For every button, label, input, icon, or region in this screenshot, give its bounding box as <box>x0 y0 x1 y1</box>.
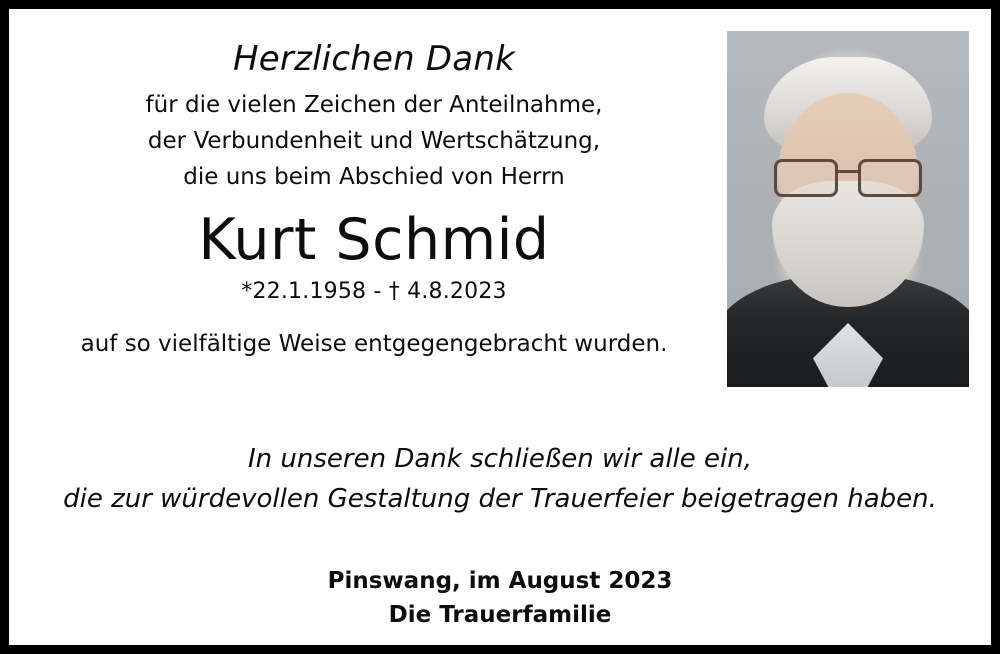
dedication-line-2: die zur würdevollen Gestaltung der Trauerfeier beigetragen haben. <box>63 484 937 515</box>
intro-lines <box>29 88 719 195</box>
closing-line: auf so vielfältige Weise entgegengebracht wurden. <box>80 331 668 358</box>
thanks-heading: Herzlichen Dank <box>233 39 515 79</box>
signature-block <box>9 564 991 633</box>
dedication-lines <box>9 439 991 520</box>
signature-place-date: Pinswang, im August 2023 <box>327 567 673 594</box>
dedication-line-1: In unseren Dank schließen wir alle ein, <box>247 444 753 474</box>
intro-line-3: die uns beim Abschied von Herrn <box>183 163 565 190</box>
glasses-lens-left <box>774 159 838 197</box>
intro-line-1: für die vielen Zeichen der Anteilnahme, <box>145 92 603 119</box>
portrait-image <box>727 31 969 387</box>
intro-line-2: der Verbundenheit und Wertschätzung, <box>147 128 601 155</box>
portrait-photo <box>727 31 969 387</box>
glasses-icon <box>772 159 924 193</box>
signature-family: Die Trauerfamilie <box>388 602 612 629</box>
life-dates: *22.1.1958 - † 4.8.2023 <box>241 279 507 305</box>
notice-text-column <box>29 27 719 360</box>
notice-inner <box>9 9 991 645</box>
glasses-lens-right <box>858 159 922 197</box>
deceased-name: Kurt Schmid <box>198 207 550 274</box>
notice-lower-block <box>9 439 991 633</box>
